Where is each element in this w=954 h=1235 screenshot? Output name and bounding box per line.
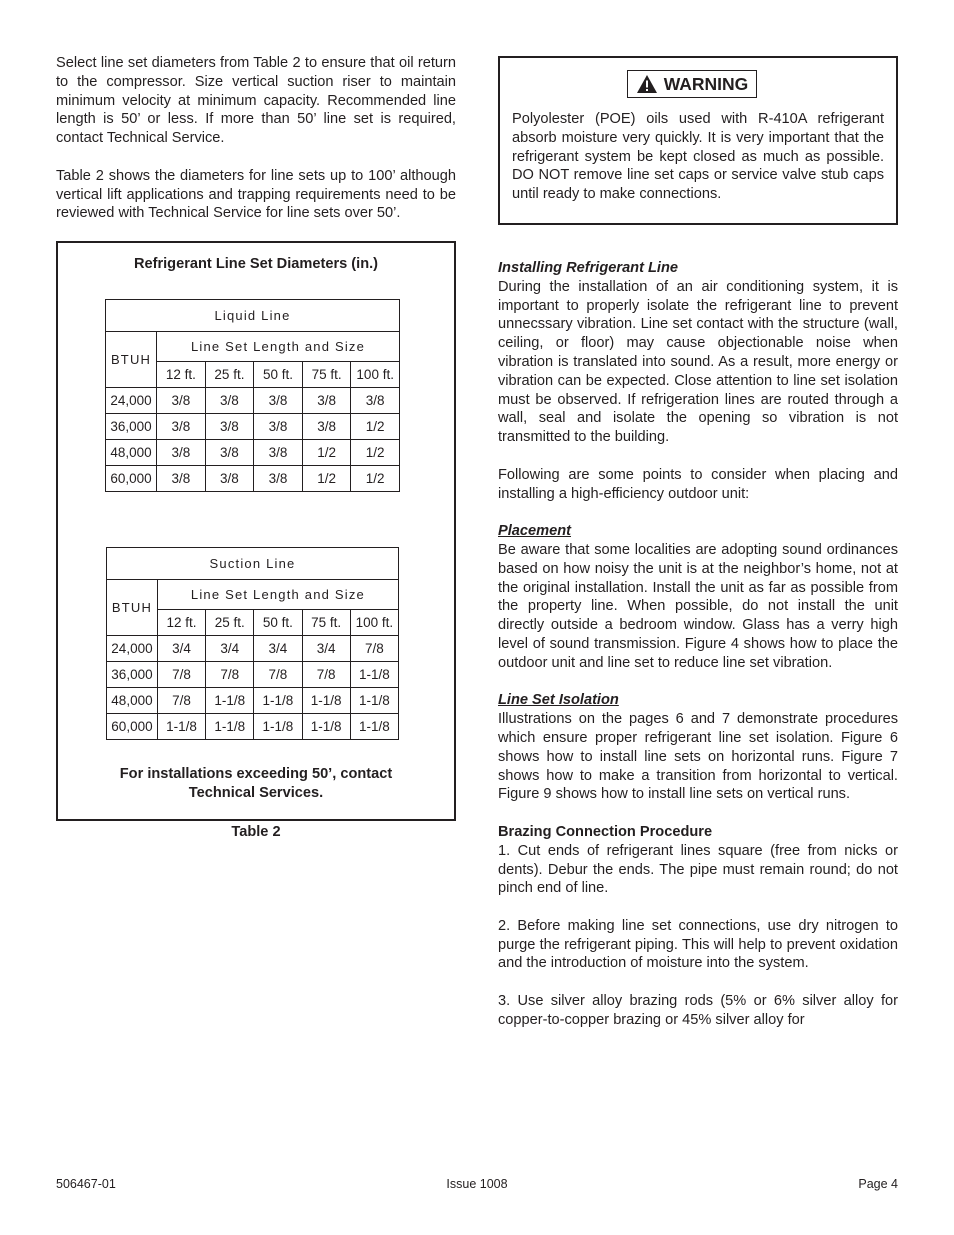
btuh-header: BTUH xyxy=(106,332,157,388)
size-cell: 3/8 xyxy=(205,414,254,440)
table-row xyxy=(107,714,399,740)
column-header: 100 ft. xyxy=(350,610,398,636)
line-set-length-header: Line Set Length and Size xyxy=(157,580,398,610)
column-header: 50 ft. xyxy=(254,362,303,388)
footnote-line-2: Technical Services. xyxy=(188,785,324,801)
column-header: 25 ft. xyxy=(205,362,254,388)
btuh-cell: 60,000 xyxy=(106,466,157,492)
size-cell: 3/8 xyxy=(157,440,206,466)
line-set-length-header: Line Set Length and Size xyxy=(157,332,400,362)
size-cell: 1-1/8 xyxy=(206,714,254,740)
size-cell: 3/4 xyxy=(157,636,205,662)
size-cell: 3/4 xyxy=(254,636,302,662)
size-cell: 7/8 xyxy=(157,662,205,688)
size-cell: 7/8 xyxy=(157,688,205,714)
size-cell: 3/4 xyxy=(302,636,350,662)
size-cell: 7/8 xyxy=(206,662,254,688)
warning-text: Polyolester (POE) oils used with R-410A refrigerant absorb moisture very quickly. It is very important that the refrigerant system be kept closed as much as possible. DO NOT remove line set caps or service valve stub caps until ready to make connections. xyxy=(512,111,884,203)
installing-paragraph: During the installation of an air conditioning system, it is important to properly isolate the refrigerant line to prevent unnecssary vibration. Line set contact with the structure (wall, ceiling, or floor) may cause objectionable noise when vibration is translated into sound. As a result, more energy or vibration can be expected. Close attention to line set isolation must be observed. If refrigeration lines are routed through a wall, seal and isolate the opening so vibration is not transmitted to the building. xyxy=(498,278,898,446)
size-cell: 1-1/8 xyxy=(350,662,398,688)
btuh-header: BTUH xyxy=(107,580,158,636)
size-cell: 3/8 xyxy=(157,466,206,492)
btuh-cell: 60,000 xyxy=(107,714,158,740)
size-cell: 7/8 xyxy=(302,662,350,688)
placement-heading: Placement xyxy=(498,523,572,540)
size-cell: 1/2 xyxy=(351,440,400,466)
size-cell: 3/8 xyxy=(157,388,206,414)
table-caption: Table 2 xyxy=(231,824,281,840)
size-cell: 1/2 xyxy=(351,466,400,492)
column-header: 50 ft. xyxy=(254,610,302,636)
size-cell: 1-1/8 xyxy=(206,688,254,714)
btuh-cell: 36,000 xyxy=(107,662,158,688)
line-set-selection-paragraph: Select line set diameters from Table 2 to ensure that oil return to the compressor. Size vertical suction riser to maintain minimum velocity at minimum capacity. Recommended line length is 50’ or less. If more than 50’ line set is required, contact Technical Service. xyxy=(56,55,456,147)
table-row xyxy=(106,388,400,414)
footnote-line-1: For installations exceeding 50’, contact xyxy=(119,766,393,782)
size-cell: 1/2 xyxy=(351,414,400,440)
size-cell: 1/2 xyxy=(302,440,351,466)
page-number: Page 4 xyxy=(858,1177,898,1191)
line-set-isolation-paragraph: Illustrations on the pages 6 and 7 demonstrate procedures which ensure proper refrigerant line set isolation. Figure 6 shows how to install line sets on horizontal runs. Figure 7 shows how to make a transition from horizontal to vertical. Figure 9 shows how to install line sets on vertical runs. xyxy=(498,711,898,803)
size-cell: 1-1/8 xyxy=(350,688,398,714)
size-cell: 3/8 xyxy=(254,466,303,492)
size-cell: 7/8 xyxy=(350,636,398,662)
right-column xyxy=(498,259,898,1030)
table-row xyxy=(107,636,399,662)
size-cell: 1-1/8 xyxy=(302,714,350,740)
column-header: 12 ft. xyxy=(157,610,205,636)
placement-paragraph: Be aware that some localities are adopting sound ordinances based on how noisy the unit is at the neighbor’s home, not at the original installation. Install the unit as far as possible from the property line. When possible, do not install the unit directly outside a bedroom window. Glass has a verry high level of sound transmission. Figure 4 shows how to place the outdoor unit and line set to reduce line set vibration. xyxy=(498,541,898,671)
size-cell: 3/8 xyxy=(254,414,303,440)
table-2-description-paragraph: Table 2 shows the diameters for line sets up to 100’ although vertical lift applications and trapping requirements need to be reviewed with Technical Service for line sets over 50’. xyxy=(56,167,456,222)
installing-heading: Installing Refrigerant Line xyxy=(498,260,679,276)
btuh-cell: 36,000 xyxy=(106,414,157,440)
size-cell: 1-1/8 xyxy=(254,688,302,714)
line-set-isolation-heading: Line Set Isolation xyxy=(498,692,619,709)
size-cell: 3/8 xyxy=(205,440,254,466)
table-row xyxy=(107,662,399,688)
column-header: 75 ft. xyxy=(302,610,350,636)
size-cell: 3/8 xyxy=(302,414,351,440)
size-cell: 3/8 xyxy=(302,388,351,414)
brazing-heading: Brazing Connection Procedure xyxy=(498,823,713,840)
btuh-cell: 24,000 xyxy=(107,636,158,662)
left-column xyxy=(56,54,456,223)
size-cell: 1-1/8 xyxy=(254,714,302,740)
table-row xyxy=(106,414,400,440)
table-row xyxy=(106,466,400,492)
table-footnote xyxy=(58,765,454,803)
table-row xyxy=(107,688,399,714)
issue-number: Issue 1008 xyxy=(446,1177,508,1191)
btuh-cell: 48,000 xyxy=(107,688,158,714)
table-2-box xyxy=(56,241,456,821)
size-cell: 7/8 xyxy=(254,662,302,688)
column-header: 12 ft. xyxy=(157,362,206,388)
size-cell: 1/2 xyxy=(302,466,351,492)
table-title: Refrigerant Line Set Diameters (in.) xyxy=(133,256,379,272)
column-header: 100 ft. xyxy=(351,362,400,388)
brazing-step-1: 1. Cut ends of refrigerant lines square (free from nicks or dents). Debur the ends. The pipe must remain round; do not pinch end of line. xyxy=(498,842,898,897)
column-header: 25 ft. xyxy=(206,610,254,636)
table-row xyxy=(106,440,400,466)
btuh-cell: 24,000 xyxy=(106,388,157,414)
brazing-step-2: 2. Before making line set connections, use dry nitrogen to purge the refrigerant piping. This will help to prevent oxidation and the introduction of moisture into the system. xyxy=(498,917,898,972)
following-paragraph: Following are some points to consider when placing and installing a high-efficiency outdoor unit: xyxy=(498,466,898,502)
brazing-step-3: 3. Use silver alloy brazing rods (5% or 6% silver alloy for copper-to-copper brazing or 45% silver alloy for xyxy=(498,993,898,1028)
suction-line-table xyxy=(106,547,399,740)
warning-box xyxy=(498,56,898,225)
size-cell: 3/4 xyxy=(206,636,254,662)
liquid-line-table xyxy=(105,299,400,492)
warning-label xyxy=(627,70,757,98)
btuh-cell: 48,000 xyxy=(106,440,157,466)
size-cell: 3/8 xyxy=(254,440,303,466)
column-header: 75 ft. xyxy=(302,362,351,388)
document-number: 506467-01 xyxy=(56,1177,116,1191)
warning-label-text: WARNING xyxy=(663,73,749,94)
warning-triangle-icon xyxy=(636,74,658,94)
size-cell: 3/8 xyxy=(254,388,303,414)
size-cell: 1-1/8 xyxy=(350,714,398,740)
size-cell: 3/8 xyxy=(157,414,206,440)
size-cell: 3/8 xyxy=(351,388,400,414)
size-cell: 1-1/8 xyxy=(157,714,205,740)
size-cell: 3/8 xyxy=(205,466,254,492)
size-cell: 1-1/8 xyxy=(302,688,350,714)
suction-line-header: Suction Line xyxy=(107,548,399,580)
liquid-line-header: Liquid Line xyxy=(106,300,400,332)
size-cell: 3/8 xyxy=(205,388,254,414)
